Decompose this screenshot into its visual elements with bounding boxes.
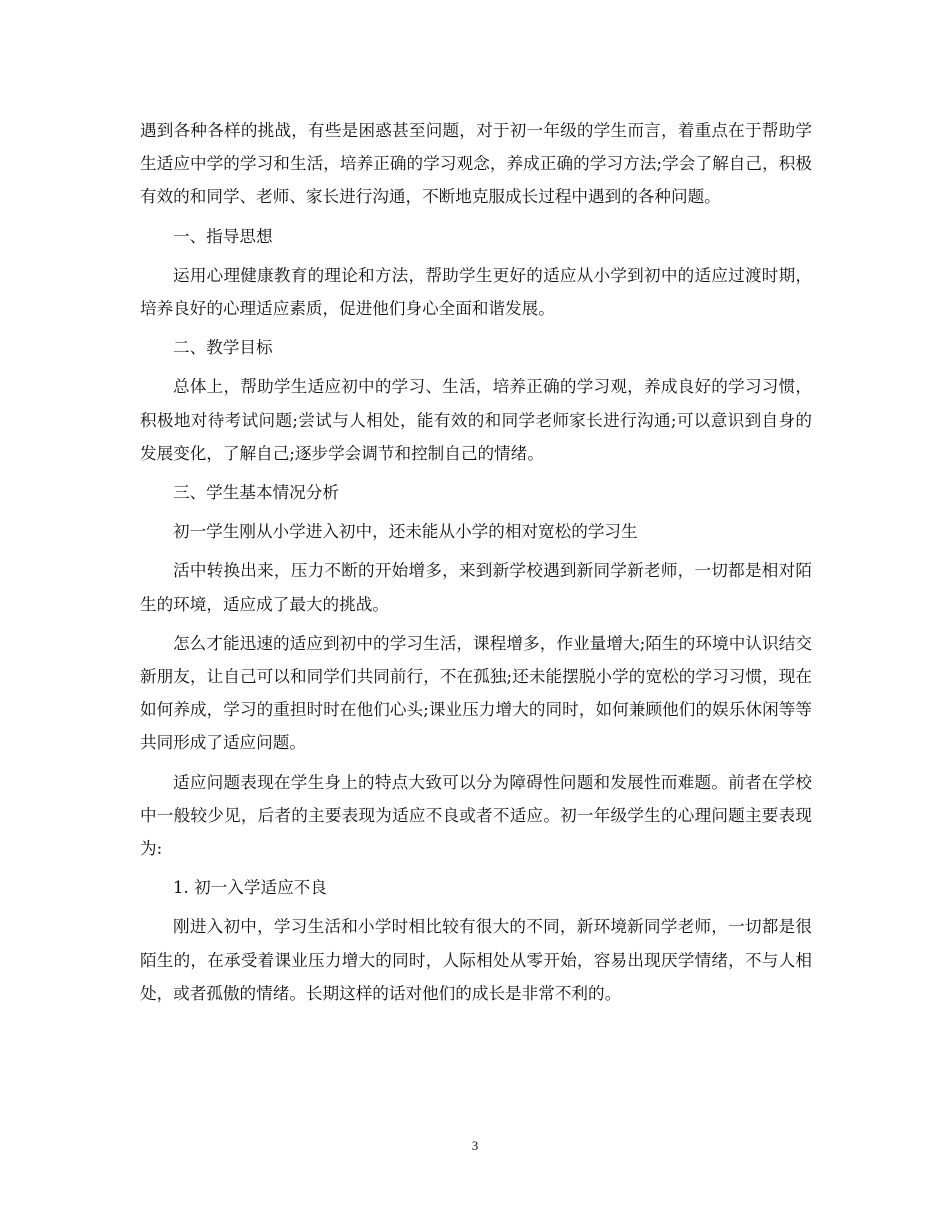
heading-guiding-thought: 一、指导思想 (173, 226, 273, 246)
paragraph: 初一学生刚从小学进入初中，还未能从小学的相对宽松的学习生 (173, 522, 638, 542)
paragraph: 刚进入初中，学习生活和小学时相比较有很大的不同，新环境新同学老师，一切都是很陌生的，在承受着课业压力增大的同时，人际相处从零开始，容易出现厌学情绪，不与人相处，或者孤傲的情绪。长期这样的话对他们的成长是非常不利的。 (140, 917, 812, 1003)
paragraph: 运用心理健康教育的理论和方法，帮助学生更好的适应从小学到初中的适应过渡时期，培养良好的心理适应素质，促进他们身心全面和谐发展。 (140, 265, 812, 319)
paragraph: 总体上，帮助学生适应初中的学习、生活，培养正确的学习观，养成良好的学习习惯，积极地对待考试问题;尝试与人相处，能有效的和同学老师家长进行沟通;可以意识到自身的发展变化，了解自己;逐步学会调节和控制自己的情绪。 (140, 377, 812, 463)
paragraph: 活中转换出来，压力不断的开始增多，来到新学校遇到新同学新老师，一切都是相对陌生的环境，适应成了最大的挑战。 (140, 561, 812, 614)
page-number: 3 (471, 1138, 479, 1153)
paragraph-continued: 遇到各种各样的挑战，有些是困惑甚至问题，对于初一年级的学生而言，着重点在于帮助学生适应中学的学习和生活，培养正确的学习观念，养成正确的学习方法;学会了解自己，积极有效的和同学、老师、家长进行沟通，不断地克服成长过程中遇到的各种问题。 (140, 121, 812, 207)
subheading-adaptation: 1. 初一入学适应不良 (173, 878, 327, 898)
paragraph: 怎么才能迅速的适应到初中的学习生活，课程增多，作业量增大;陌生的环境中认识结交新朋友，让自己可以和同学们共同前行，不在孤独;还未能摆脱小学的宽松的学习习惯，现在如何养成，学习的重担时时在他们心头;课业压力增大的同时，如何兼顾他们的娱乐休闲等等共同形成了适应问题。 (140, 633, 812, 753)
document-body (140, 114, 812, 1016)
heading-teaching-goals: 二、教学目标 (173, 338, 273, 358)
heading-student-analysis: 三、学生基本情况分析 (173, 483, 339, 503)
paragraph: 适应问题表现在学生身上的特点大致可以分为障碍性问题和发展性而难题。前者在学校中一般较少见，后者的主要表现为适应不良或者不适应。初一年级学生的心理问题主要表现为: (140, 772, 812, 859)
